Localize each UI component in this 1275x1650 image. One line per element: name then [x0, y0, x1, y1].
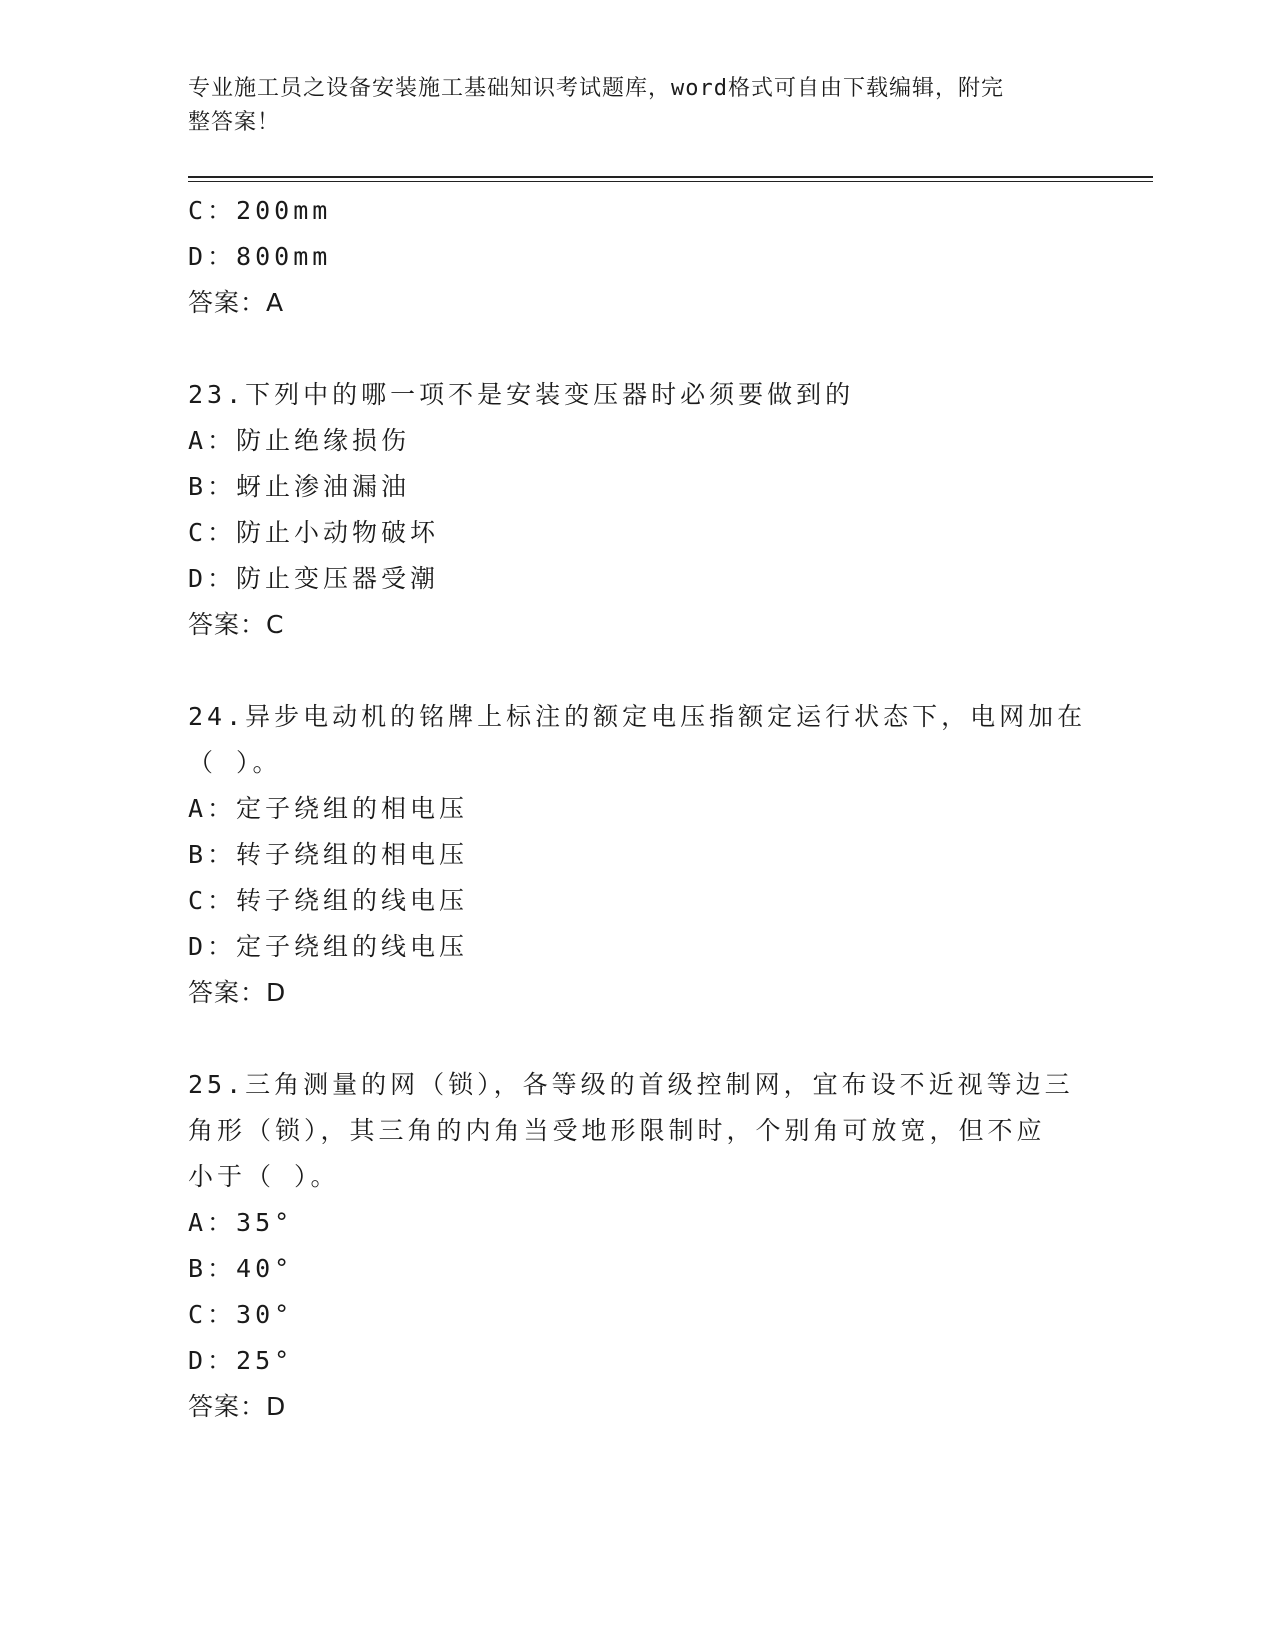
spacer	[188, 1016, 1088, 1062]
question-23	[188, 372, 1088, 648]
answer: 答案：D	[188, 1392, 287, 1421]
answer: 答案：A	[188, 288, 285, 317]
header-line-1: 专业施工员之设备安装施工基础知识考试题库，word格式可自由下载编辑，附完	[188, 76, 1004, 101]
spacer	[188, 648, 1088, 694]
header-line-2: 整答案！	[188, 110, 281, 135]
option-d: D：800mm	[188, 242, 332, 271]
option-d: D：定子绕组的线电压	[188, 932, 469, 961]
question-text-line-1: 25.三角测量的网（锁），各等级的首级控制网，宜布设不近视等边三	[188, 1070, 1074, 1099]
option-c: C：200mm	[188, 196, 332, 225]
question-text: 23.下列中的哪一项不是安装变压器时必须要做到的	[188, 380, 855, 409]
option-b: B：转子绕组的相电压	[188, 840, 469, 869]
question-text-line-1: 24.异步电动机的铭牌上标注的额定电压指额定运行状态下，电网加在	[188, 702, 1087, 731]
option-a: A：防止绝缘损伤	[188, 426, 411, 455]
option-c: C：转子绕组的线电压	[188, 886, 469, 915]
header-divider-thin	[188, 181, 1153, 182]
option-d: D：25°	[188, 1346, 294, 1375]
spacer	[188, 326, 1088, 372]
question-list	[188, 188, 1088, 1430]
question-25	[188, 1062, 1088, 1430]
question-text-line-3: 小于（ ）。	[188, 1162, 340, 1191]
option-b: B：40°	[188, 1254, 294, 1283]
question-22-tail	[188, 188, 1088, 326]
question-text-line-2: 角形（锁），其三角的内角当受地形限制时，个别角可放宽，但不应	[188, 1116, 1046, 1145]
question-24	[188, 694, 1088, 1016]
document-header	[188, 72, 1068, 140]
answer: 答案：D	[188, 978, 287, 1007]
option-a: A：35°	[188, 1208, 294, 1237]
option-b: B：蚜止渗油漏油	[188, 472, 411, 501]
option-c: C：防止小动物破坏	[188, 518, 440, 547]
header-divider	[188, 176, 1153, 178]
answer: 答案：C	[188, 610, 285, 639]
option-a: A：定子绕组的相电压	[188, 794, 469, 823]
option-d: D：防止变压器受潮	[188, 564, 440, 593]
option-c: C：30°	[188, 1300, 294, 1329]
question-text-line-2: （ ）。	[188, 748, 282, 777]
